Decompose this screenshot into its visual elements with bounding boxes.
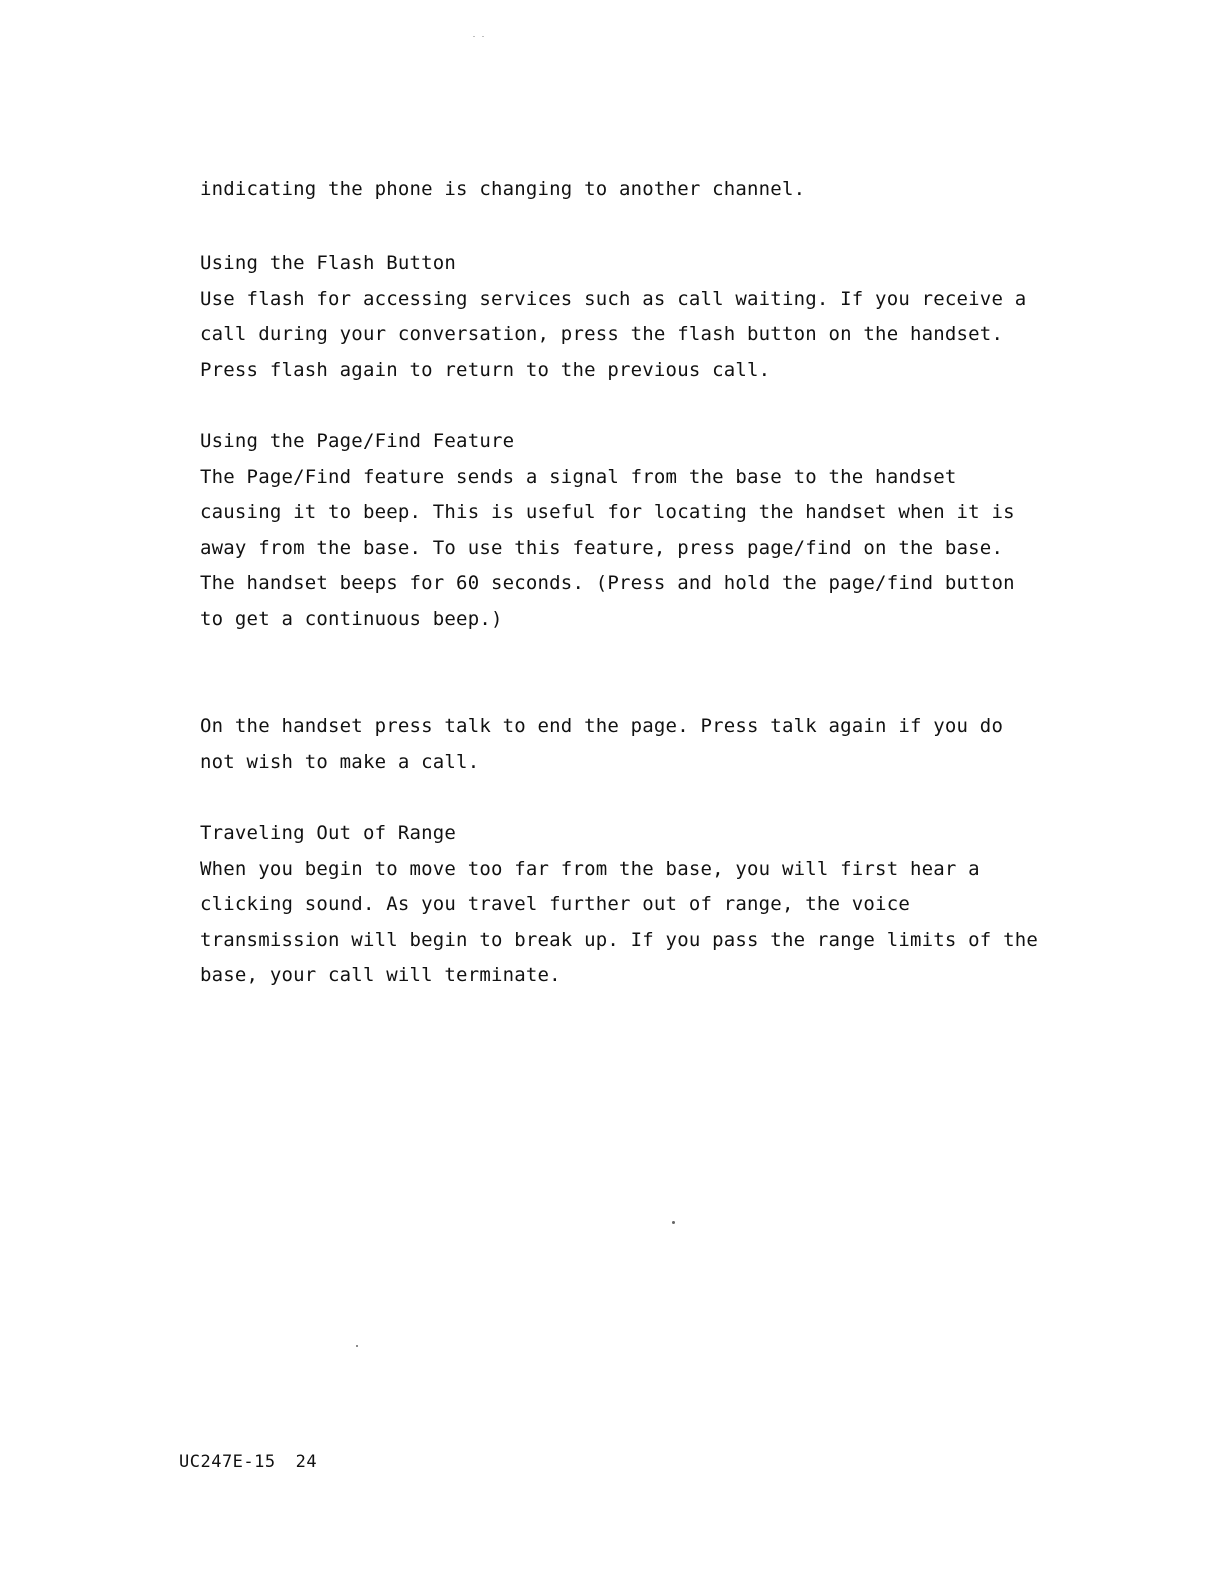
scan-speck bbox=[672, 1221, 675, 1224]
range-line-2: clicking sound. As you travel further out of range, the voice bbox=[200, 893, 910, 915]
range-line-4: base, your call will terminate. bbox=[200, 964, 561, 986]
flash-line-2: call during your conversation, press the flash button on the handset. bbox=[200, 323, 1004, 345]
pagefind-heading: Using the Page/Find Feature bbox=[200, 430, 515, 452]
pagefind-line-1: The Page/Find feature sends a signal from the base to the handset bbox=[200, 465, 957, 488]
endpage-line-1: On the handset press talk to end the page. Press talk again if you do bbox=[200, 715, 1004, 737]
scan-speck bbox=[482, 36, 484, 37]
pagefind-line-4: The handset beeps for 60 seconds. (Press and hold the page/find button bbox=[200, 572, 1015, 594]
scan-speck bbox=[473, 36, 475, 37]
flash-heading: Using the Flash Button bbox=[200, 252, 457, 274]
range-section bbox=[200, 816, 1062, 994]
intro-line: indicating the phone is changing to another channel. bbox=[200, 178, 806, 200]
intro-paragraph bbox=[200, 172, 1062, 208]
endpage-line-2: not wish to make a call. bbox=[200, 750, 480, 773]
scan-speck bbox=[356, 1345, 358, 1347]
flash-line-3: Press flash again to return to the previous call. bbox=[200, 358, 771, 381]
flash-line-1: Use flash for accessing services such as call waiting. If you receive a bbox=[200, 287, 1027, 310]
pagefind-section bbox=[200, 424, 1062, 637]
endpage-paragraph bbox=[200, 709, 1062, 780]
page-number: 24 bbox=[295, 1452, 318, 1472]
range-heading: Traveling Out of Range bbox=[200, 822, 457, 844]
doc-code: UC247E-15 bbox=[179, 1452, 276, 1472]
pagefind-line-3: away from the base. To use this feature, press page/find on the base. bbox=[200, 536, 1004, 559]
flash-section bbox=[200, 246, 1062, 388]
pagefind-line-5: to get a continuous beep.) bbox=[200, 607, 503, 630]
pagefind-line-2: causing it to beep. This is useful for locating the handset when it is bbox=[200, 501, 1015, 523]
range-line-3: transmission will begin to break up. If you pass the range limits of the bbox=[200, 928, 1039, 951]
page-footer bbox=[179, 1452, 317, 1472]
range-line-1: When you begin to move too far from the base, you will first hear a bbox=[200, 857, 980, 880]
